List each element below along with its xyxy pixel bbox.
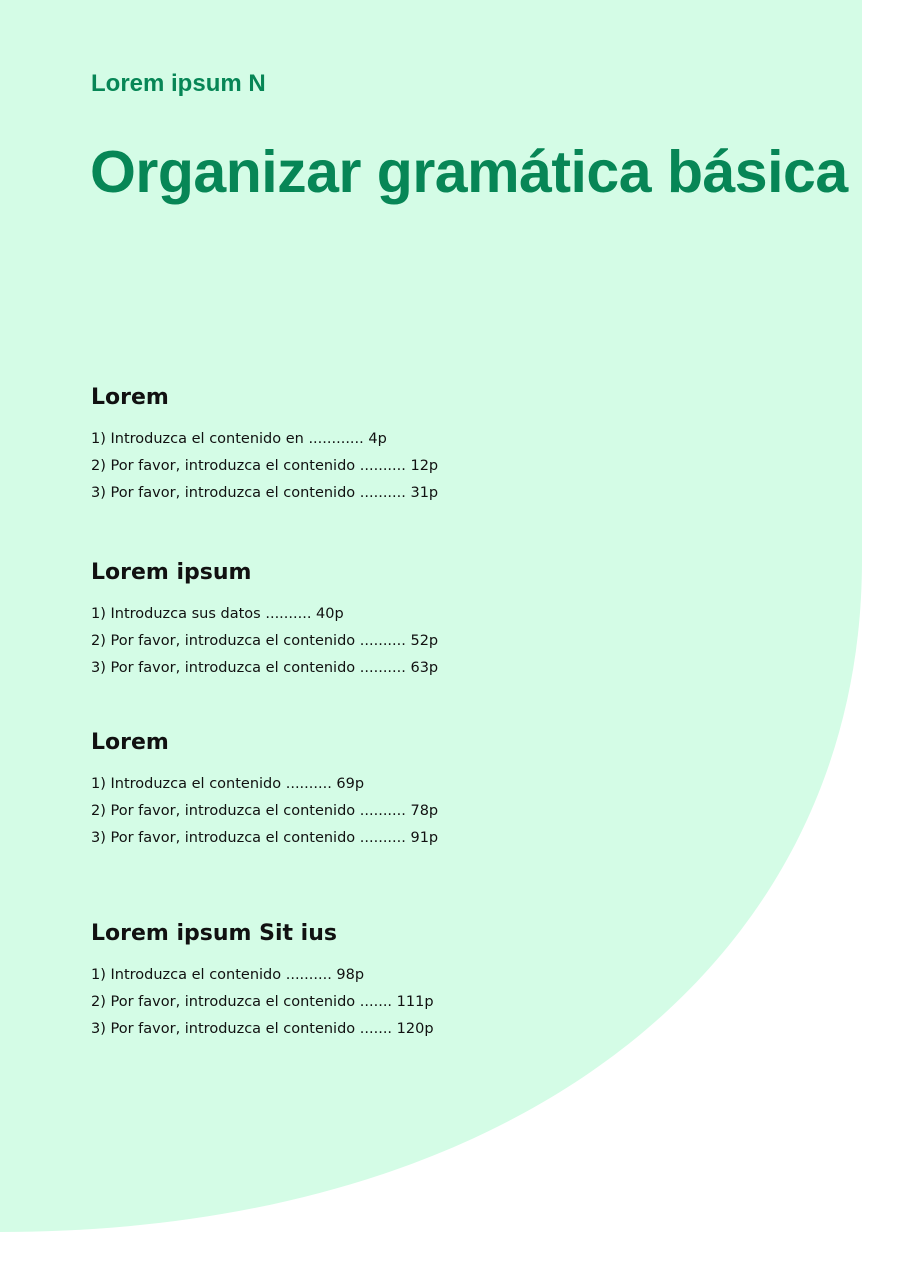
toc-entry: 3) Por favor, introduzca el contenido .......... 31p bbox=[91, 485, 439, 501]
toc-section bbox=[91, 559, 691, 682]
toc-entry: 3) Por favor, introduzca el contenido .......... 63p bbox=[91, 660, 439, 676]
toc-entry: 1) Introduzca el contenido en ............ 4p bbox=[91, 431, 387, 447]
toc-section bbox=[91, 384, 691, 507]
section-heading: Lorem bbox=[91, 730, 169, 755]
toc-entry: 2) Por favor, introduzca el contenido ....... 111p bbox=[91, 994, 434, 1010]
eyebrow-label: Lorem ipsum N bbox=[91, 70, 266, 97]
toc-list bbox=[91, 962, 691, 1043]
section-heading: Lorem bbox=[91, 385, 169, 410]
toc-entry: 2) Por favor, introduzca el contenido .......... 52p bbox=[91, 633, 439, 649]
toc-entry: 2) Por favor, introduzca el contenido .......... 78p bbox=[91, 803, 439, 819]
toc-section bbox=[91, 729, 691, 852]
toc-entry: 3) Por favor, introduzca el contenido .......... 91p bbox=[91, 830, 439, 846]
toc-entry: 2) Por favor, introduzca el contenido .......... 12p bbox=[91, 458, 439, 474]
toc-entry: 1) Introduzca sus datos .......... 40p bbox=[91, 606, 344, 622]
toc-list bbox=[91, 426, 691, 507]
page-title: Organizar gramática básica bbox=[90, 139, 848, 205]
section-heading: Lorem ipsum bbox=[91, 560, 252, 585]
toc-entry: 3) Por favor, introduzca el contenido ....... 120p bbox=[91, 1021, 434, 1037]
toc-list bbox=[91, 601, 691, 682]
toc-list bbox=[91, 771, 691, 852]
toc-section bbox=[91, 920, 691, 1043]
toc-entry: 1) Introduzca el contenido .......... 69p bbox=[91, 776, 365, 792]
toc-entry: 1) Introduzca el contenido .......... 98p bbox=[91, 967, 365, 983]
section-heading: Lorem ipsum Sit ius bbox=[91, 921, 337, 946]
